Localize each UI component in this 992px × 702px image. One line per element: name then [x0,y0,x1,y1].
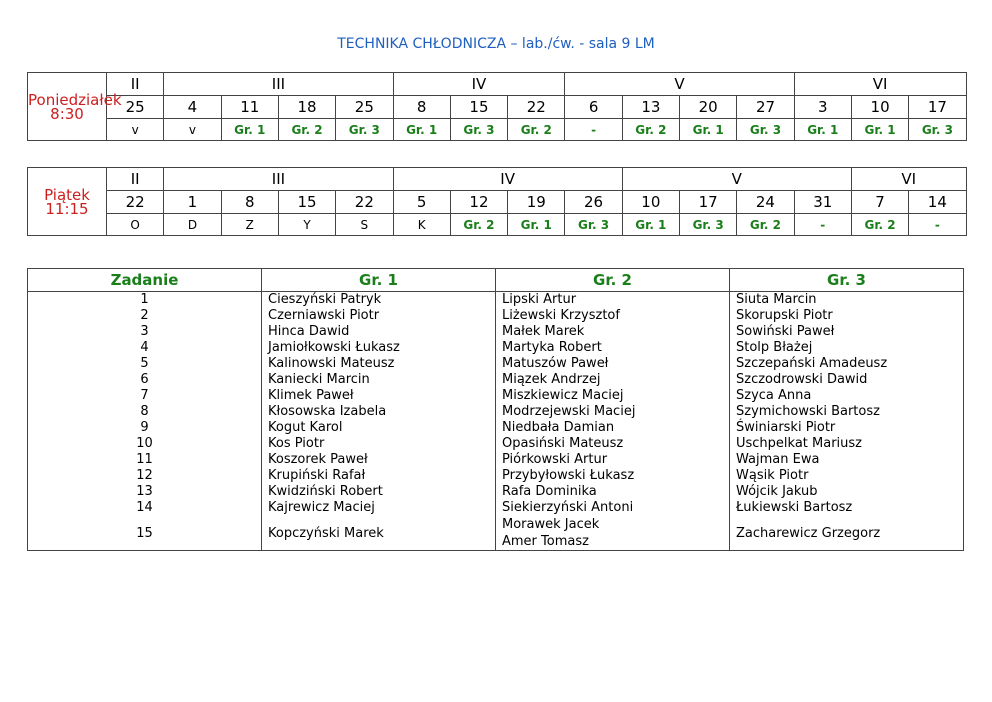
assignment-cell: v [107,119,164,141]
student-name: Szczepański Amadeusz [736,356,888,371]
student-cell [262,516,496,551]
month-header: VI [851,168,966,191]
task-number: 14 [28,500,262,516]
student-name: Uschpelkat Mariusz [736,436,863,451]
date-cell: 12 [450,191,507,214]
student-name: Wajman Ewa [736,452,820,467]
student-name: Matuszów Paweł [502,356,609,371]
month-header: V [565,73,794,96]
student-cell [496,324,730,340]
column-header: Gr. 1 [262,269,496,292]
student-cell [262,468,496,484]
assignment-cell: Gr. 1 [622,214,679,236]
student-cell [262,324,496,340]
assignment-cell: Gr. 1 [794,119,851,141]
assignment-cell: Gr. 2 [622,119,679,141]
day-name: Piątek [44,185,90,204]
task-number: 1 [28,292,262,309]
assignment-cell: v [164,119,221,141]
table-row [28,356,964,372]
student-name: Zacharewicz Grzegorz [736,525,881,541]
table-row [28,308,964,324]
student-name: Opasiński Mateusz [502,436,624,451]
date-cell: 11 [221,96,278,119]
student-name: Modrzejewski Maciej [502,404,636,419]
date-cell: 8 [221,191,278,214]
task-number: 5 [28,356,262,372]
student-name: Krupiński Rafał [268,468,366,483]
assignment-cell: Gr. 2 [737,214,794,236]
date-cell: 27 [737,96,794,119]
table-row [28,436,964,452]
date-cell: 14 [909,191,966,214]
student-cell [262,404,496,420]
student-name: Szymichowski Bartosz [736,404,880,419]
assignment-cell: - [909,214,966,236]
date-cell: 4 [164,96,221,119]
month-header: II [107,168,164,191]
month-header: III [164,168,393,191]
student-cell [496,372,730,388]
student-name: Miązek Andrzej [502,372,601,387]
task-number: 3 [28,324,262,340]
assignment-cell: Gr. 1 [508,214,565,236]
date-cell: 7 [851,191,908,214]
task-number: 2 [28,308,262,324]
student-cell [496,484,730,500]
assignment-cell: Gr. 1 [680,119,737,141]
column-header: Gr. 2 [496,269,730,292]
student-cell [730,500,964,516]
student-cell [730,468,964,484]
student-name: Koszorek Paweł [268,452,368,467]
table-row [28,468,964,484]
student-name: Przybyłowski Łukasz [502,468,635,483]
month-header: IV [393,168,622,191]
date-cell: 18 [278,96,335,119]
student-cell [496,420,730,436]
groups-table [27,268,964,551]
date-cell: 22 [508,96,565,119]
student-name: Stolp Błażej [736,340,813,355]
student-name: Siuta Marcin [736,292,817,307]
student-name: Morawek Jacek [502,517,600,532]
student-cell [496,404,730,420]
student-cell [730,308,964,324]
student-name: Liżewski Krzysztof [502,308,620,323]
student-name: Czerniawski Piotr [268,308,380,323]
month-header: V [622,168,851,191]
assignment-cell: Gr. 2 [508,119,565,141]
student-name: Kaniecki Marcin [268,372,370,387]
task-number: 7 [28,388,262,404]
assignment-cell: Y [278,214,335,236]
student-name: Kos Piotr [268,436,325,451]
student-cell [262,308,496,324]
date-cell: 31 [794,191,851,214]
assignment-cell: Gr. 1 [221,119,278,141]
student-cell [496,356,730,372]
assignment-cell: Gr. 3 [680,214,737,236]
date-cell: 1 [164,191,221,214]
student-cell [496,292,730,309]
student-cell [730,372,964,388]
table-row [28,372,964,388]
assignment-cell: Gr. 3 [450,119,507,141]
student-cell [262,452,496,468]
student-name: Skorupski Piotr [736,308,833,323]
student-cell [496,516,730,551]
assignment-cell: S [336,214,393,236]
day-time: 8:30 [50,104,84,123]
student-name: Kalinowski Mateusz [268,356,395,371]
date-cell: 15 [278,191,335,214]
task-number: 15 [28,516,262,551]
day-label [28,73,122,141]
student-cell [262,372,496,388]
table-row [28,340,964,356]
date-cell: 6 [565,96,622,119]
task-number: 9 [28,420,262,436]
student-name: Wąsik Piotr [736,468,809,483]
day-name: Poniedziałek [28,90,122,109]
student-cell [262,388,496,404]
task-number: 8 [28,404,262,420]
assignment-cell: K [393,214,450,236]
student-name: Amer Tomasz [502,534,589,549]
date-cell: 5 [393,191,450,214]
date-cell: 25 [336,96,393,119]
page-title: TECHNIKA CHŁODNICZA – lab./ćw. - sala 9 LM [337,36,655,52]
student-cell [730,484,964,500]
assignment-cell: Gr. 2 [278,119,335,141]
assignment-cell: Gr. 1 [851,119,908,141]
student-cell [262,292,496,309]
month-header: II [107,73,164,96]
student-cell [730,292,964,309]
student-cell [262,420,496,436]
task-number: 4 [28,340,262,356]
student-name: Siekierzyński Antoni [502,500,634,515]
table-row [28,500,964,516]
student-cell [496,340,730,356]
student-name: Małek Marek [502,324,585,339]
date-cell: 13 [622,96,679,119]
student-cell [262,436,496,452]
student-cell [730,452,964,468]
assignment-cell: Gr. 3 [565,214,622,236]
table-row [28,452,964,468]
student-cell [496,308,730,324]
student-name: Hinca Dawid [268,324,350,339]
assignment-cell: Gr. 2 [851,214,908,236]
student-name: Wójcik Jakub [736,484,818,499]
date-cell: 24 [737,191,794,214]
date-cell: 22 [107,191,164,214]
student-name: Kwidziński Robert [268,484,383,499]
student-name: Rafa Dominika [502,484,597,499]
table-row [28,404,964,420]
schedule-friday-table [27,167,967,236]
assignment-cell: Z [221,214,278,236]
student-cell [496,452,730,468]
assignment-cell: - [794,214,851,236]
date-cell: 8 [393,96,450,119]
task-number: 10 [28,436,262,452]
schedule-monday-table [27,72,967,141]
student-name: Martyka Robert [502,340,602,355]
date-cell: 3 [794,96,851,119]
task-number: 11 [28,452,262,468]
table-row [28,292,964,309]
student-cell [730,404,964,420]
student-cell [496,500,730,516]
date-cell: 26 [565,191,622,214]
date-cell: 15 [450,96,507,119]
date-cell: 10 [851,96,908,119]
student-name: Kopczyński Marek [268,525,384,541]
month-header: VI [794,73,966,96]
student-cell [730,436,964,452]
assignment-cell: Gr. 3 [336,119,393,141]
student-name: Kajrewicz Maciej [268,500,375,515]
assignment-cell: D [164,214,221,236]
assignment-cell: O [107,214,164,236]
student-name: Kłosowska Izabela [268,404,387,419]
date-cell: 17 [680,191,737,214]
student-cell [730,356,964,372]
student-cell [496,436,730,452]
table-row [28,324,964,340]
column-header: Gr. 3 [730,269,964,292]
date-cell: 19 [508,191,565,214]
day-time: 11:15 [45,199,89,218]
column-header: Zadanie [28,269,262,292]
student-cell [262,484,496,500]
assignment-cell: Gr. 3 [909,119,966,141]
month-header: IV [393,73,565,96]
table-row [28,388,964,404]
student-name: Sowiński Paweł [736,324,835,339]
task-number: 13 [28,484,262,500]
student-name: Cieszyński Patryk [268,292,382,307]
assignment-cell: Gr. 2 [450,214,507,236]
student-name: Szczodrowski Dawid [736,372,868,387]
assignment-cell: - [565,119,622,141]
student-cell [730,324,964,340]
student-cell [730,340,964,356]
assignment-cell: Gr. 3 [737,119,794,141]
assignment-cell: Gr. 1 [393,119,450,141]
month-header: III [164,73,393,96]
student-name: Klimek Paweł [268,388,354,403]
student-name: Szyca Anna [736,388,812,403]
date-cell: 22 [336,191,393,214]
student-cell [496,388,730,404]
student-name: Kogut Karol [268,420,343,435]
student-cell [730,516,964,551]
task-number: 6 [28,372,262,388]
student-cell [262,500,496,516]
student-name: Niedbała Damian [502,420,615,435]
date-cell: 25 [107,96,164,119]
day-label [28,168,107,236]
student-name: Jamiołkowski Łukasz [268,340,400,355]
table-row [28,516,964,551]
student-name: Miszkiewicz Maciej [502,388,624,403]
student-name: Świniarski Piotr [736,420,836,435]
student-cell [730,420,964,436]
task-number: 12 [28,468,262,484]
date-cell: 17 [909,96,966,119]
student-cell [262,356,496,372]
student-cell [730,388,964,404]
student-cell [496,468,730,484]
date-cell: 10 [622,191,679,214]
table-row [28,484,964,500]
student-name: Lipski Artur [502,292,577,307]
date-cell: 20 [680,96,737,119]
student-name: Łukiewski Bartosz [736,500,853,515]
student-cell [262,340,496,356]
student-name: Piórkowski Artur [502,452,608,467]
table-row [28,420,964,436]
